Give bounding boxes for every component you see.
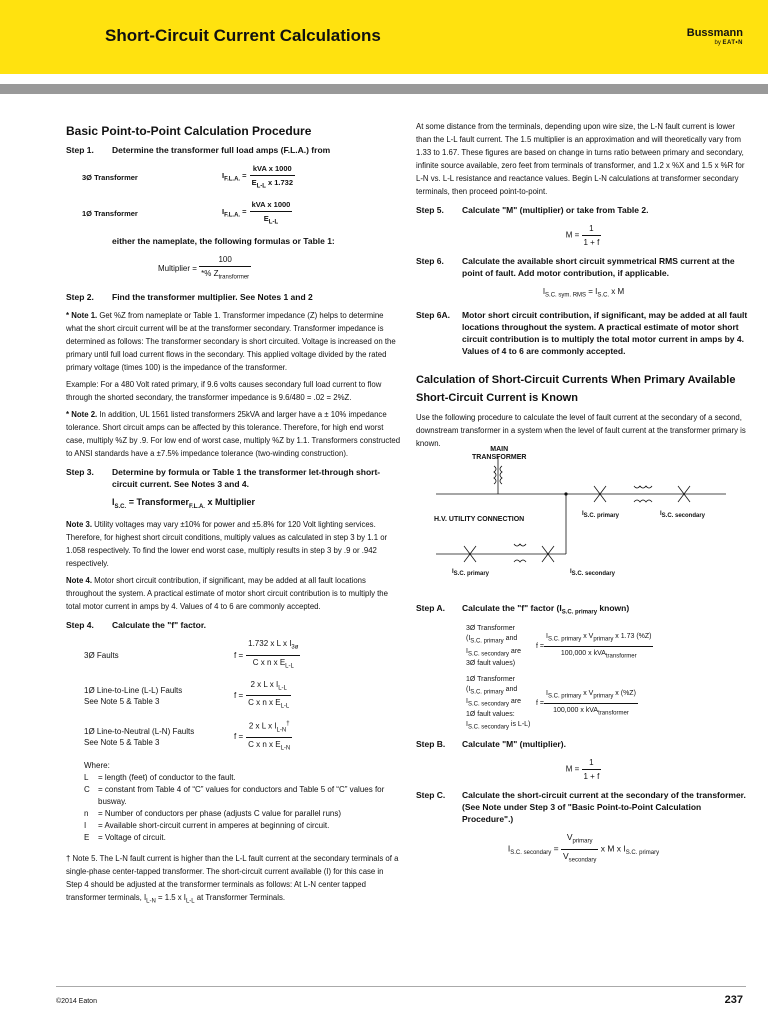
footer-rule: [56, 986, 746, 987]
f-3ph: 3Ø Faults f = $\frac{1.732 x L x I_{3ø}}{C x n x E_{L-L}}$: [84, 639, 299, 670]
step-6: Step 6. Calculate the available short circuit symmetrical RMS current at the point of fault. Add motor contribution, if applicable.: [416, 256, 735, 278]
step-2: Step 2. Find the transformer multiplier. See Notes 1 and 2: [66, 291, 313, 302]
definition-item: C = constant from Table 4 of “C” values for conductors and Table 5 of “C” values for busway.: [84, 784, 385, 806]
label-isc-primary-top: $I_{S.C. primary}$: [582, 510, 620, 519]
either-text: either the nameplate, the following formulas or Table 1:: [112, 236, 335, 246]
definition-item: I = Available short-circuit current in amperes at beginning of circuit.: [84, 820, 330, 830]
formula-1ph-fla: 1Ø Transformer $I_{F.L.A.}$ = $\frac{\text{kVA x 1000}}{E_{L-L}}$: [82, 199, 291, 225]
divider-bar: [0, 84, 768, 94]
page-number: 237: [724, 994, 743, 1006]
formula-m-b: M = $\frac{1}{1 + f}$: [565, 758, 600, 782]
formula-a-3ph: 3Ø Transformer ($I_{S.C. primary}$ and $I_{S.C. secondary}$ are 3Ø fault values) f = $\frac{I_{S.C. primary} x V_{primary} x 1.73 (\%Z)}{100,000 x kVA_{transformer}}$: [466, 625, 652, 668]
f-ln: 1Ø Line-to-Neutral (L-N) Faults See Note 5 & Table 3 f = $\frac{2 x L x I_{L-N}^\dagger}{C x n x E_{L-N}}$: [84, 718, 401, 756]
formula-m: M = $\frac{1}{1 + f}$: [565, 224, 600, 247]
note-4: Note 4. Motor short circuit contribution, if significant, may be added at all fault locations throughout the system. A practical estimate of motor short circuit contribution is to multiply the total motor current in amps by 4. Values of 4 to 6 are commonly accepted.: [66, 576, 388, 612]
formula-a-1ph: 1Ø Transformer ($I_{S.C. primary}$ and $I_{S.C. secondary}$ are 1Ø fault values: $I_{S.C. secondary}$ is L-L) f = $\frac{I_{S.C. primary} x V_{primary} x (\%Z)}{100,000 x kVA_{transformer}}$: [466, 676, 636, 731]
second-transformer-coil: [634, 486, 652, 488]
main-transformer-coil-1: [494, 466, 496, 484]
brand-sub: by EAT•N: [714, 40, 743, 46]
step-c: Step C. Calculate the short-circuit current at the secondary of the transformer. (See Note under Step 3 of "Basic Point-to-Point Calculation Procedure".): [416, 790, 746, 825]
step-6a: Step 6A. Motor short circuit contribution, if significant, may be added at all fault locations throughout the system. A practical estimate of motor short circuit contribution is to multiply the total motor current in amps by 4. Values of 4 to 6 are commonly accepted.: [416, 309, 748, 356]
one-line-diagram: [416, 445, 751, 596]
formula-isc-secondary: $I_{S.C. secondary}$ = $\frac{V_{primary}}{V_{secondary}}$ x M x $I_{S.C. primary}$: [507, 832, 660, 864]
lower-transformer-coil: [514, 544, 526, 546]
definitions: Where: L = length (feet) of conductor to the fault. C = constant from Table 4 of “C” values for conductors and Table 5 of “C” values for busway. n = Number of conductors per phase (adjusts C value for parallel runs) I = Available short-circuit current in amperes at beginning of circuit. E = Voltage of circuit.: [84, 760, 401, 844]
step-a: Step A. Calculate the "f" factor ($I_{S.C. primary}$ known): [416, 602, 630, 616]
formula-rms: $I_{S.C. sym. RMS} = I_{S.C.}$ x M: [542, 287, 625, 299]
page-title: Short-Circuit Current Calculations: [105, 26, 381, 45]
label-isc-secondary-bottom: $I_{S.C. secondary}$: [570, 568, 616, 577]
brand-logo: [687, 27, 743, 46]
definition-item: n = Number of conductors per phase (adjusts C value for parallel runs): [84, 808, 342, 818]
step-1: Step 1. Determine the transformer full load amps (F.L.A.) from: [66, 145, 331, 155]
f-ll: 1Ø Line-to-Line (L-L) Faults See Note 5 & Table 3 f = $\frac{2 x L x I_{L-L}}{C x n x E_{L-L}}$: [84, 679, 290, 710]
label-isc-primary-bottom: $I_{S.C. primary}$: [452, 568, 490, 577]
note-3: Note 3. Utility voltages may vary ±10% for power and ±5.8% for 120 Volt lighting services. Therefore, for highest short circuit conditions, multiply values as calculated in step 3 by 1.1 or 1.058 respectively. To find the lower end worst case, multiply results in step 3 by .9 or .942 respectively.: [66, 520, 388, 569]
step-3: Step 3. Determine by formula or Table 1 the transformer let-through short-circuit current. See Notes 3 and 4.: [66, 466, 381, 489]
note-2: * Note 2. In addition, UL 1561 listed transformers 25kVA and larger have a ± 10% impedance tolerance. Short circuit amps can be affected by this tolerance. Therefore, for high end worst case, multiply %Z by .9. For low end of worst case, multiply %Z by 1.1. Transformers constructed to ANSI standards have a ±7.5% impedance tolerance (two-winding construction).: [66, 409, 401, 458]
brand-name: Bussmann: [686, 27, 743, 39]
formula-isc: $I_{S.C.}$ = Transformer$_{F.L.A.}$ x Multiplier: [112, 496, 255, 510]
example-text: Example: For a 480 Volt rated primary, if 9.6 volts causes secondary full load current to flow through the shorted secondary, the transformer impedance is 9.6/480 = .02 = 2%Z.: [66, 379, 382, 402]
right-column: [416, 120, 751, 874]
paragraph-2: Use the following procedure to calculate the level of fault current at the secondary of a second, downstream transformer in a system when the level of fault current at the transformer primary is known.: [416, 412, 746, 448]
formula-multiplier: Multiplier = $\frac{100}{*\% Z_{transformer}}$: [158, 255, 250, 281]
header-bar: [0, 0, 768, 74]
copyright: ©2014 Eaton: [56, 998, 97, 1005]
label-main-transformer: MAIN TRANSFORMER: [472, 445, 527, 461]
step-5: Step 5. Calculate "M" (multiplier) or take from Table 2.: [416, 205, 649, 215]
definition-item: E = Voltage of circuit.: [84, 832, 166, 842]
label-hv-utility: H.V. UTILITY CONNECTION: [434, 515, 525, 523]
step-4: Step 4. Calculate the "f" factor.: [66, 620, 207, 631]
step-b: Step B. Calculate "M" (multiplier).: [416, 739, 566, 750]
section-heading-2: Calculation of Short-Circuit Currents When Primary Available Short-Circuit Current is Known: [416, 373, 736, 404]
definition-item: L = length (feet) of conductor to the fault.: [84, 772, 236, 782]
f-factor-formulas: [84, 637, 401, 755]
note-5: † Note 5. The L-N fault current is higher than the L-L fault current at the secondary terminals of a single-phase center-tapped transformer. The short-circuit current available (I) for this case in Step 4 should be adjusted at the transformer terminals as follows: At L-N center tapped transformer terminals, $I_{L-N} = 1.5$ x $I_{L-L}$ at Transformer Terminals.: [66, 853, 399, 905]
intro-paragraph: At some distance from the terminals, depending upon wire size, the L-N fault current is lower than the L-L fault current. The 1.5 multiplier is an approximation and will theoretically vary from 1.33 to 1.67. These figures are based on change in turns ratio between primary and secondary, infinite source available, zero feet from terminals of transformer, and 1.2 x %X and 1.5 x %R for L-N vs. L-L resistance and reactance values. Begin L-N calculations at transformer secondary terminals, then proceed point-to-point.: [416, 122, 745, 196]
formula-3ph-fla: 3Ø Transformer $I_{F.L.A.}$ = $\frac{\text{kVA x 1000}}{E_{L-L} x 1.732}$: [82, 164, 294, 190]
section-heading: Basic Point-to-Point Calculation Procedure: [66, 124, 312, 138]
label-isc-secondary-top: $I_{S.C. secondary}$: [660, 510, 706, 519]
note-1: * Note 1. Get %Z from nameplate or Table 1. Transformer impedance (Z) helps to determine what the short circuit current will be at the transformer secondary. Transformer impedance is determined as follows: The transformer secondary is short circuited. Voltage is increased on the primary until full load current flows in the secondary. This applied voltage divided by the rated primary voltage (times 100) is the impedance of the transformer.: [66, 310, 396, 372]
left-column: [66, 120, 401, 912]
